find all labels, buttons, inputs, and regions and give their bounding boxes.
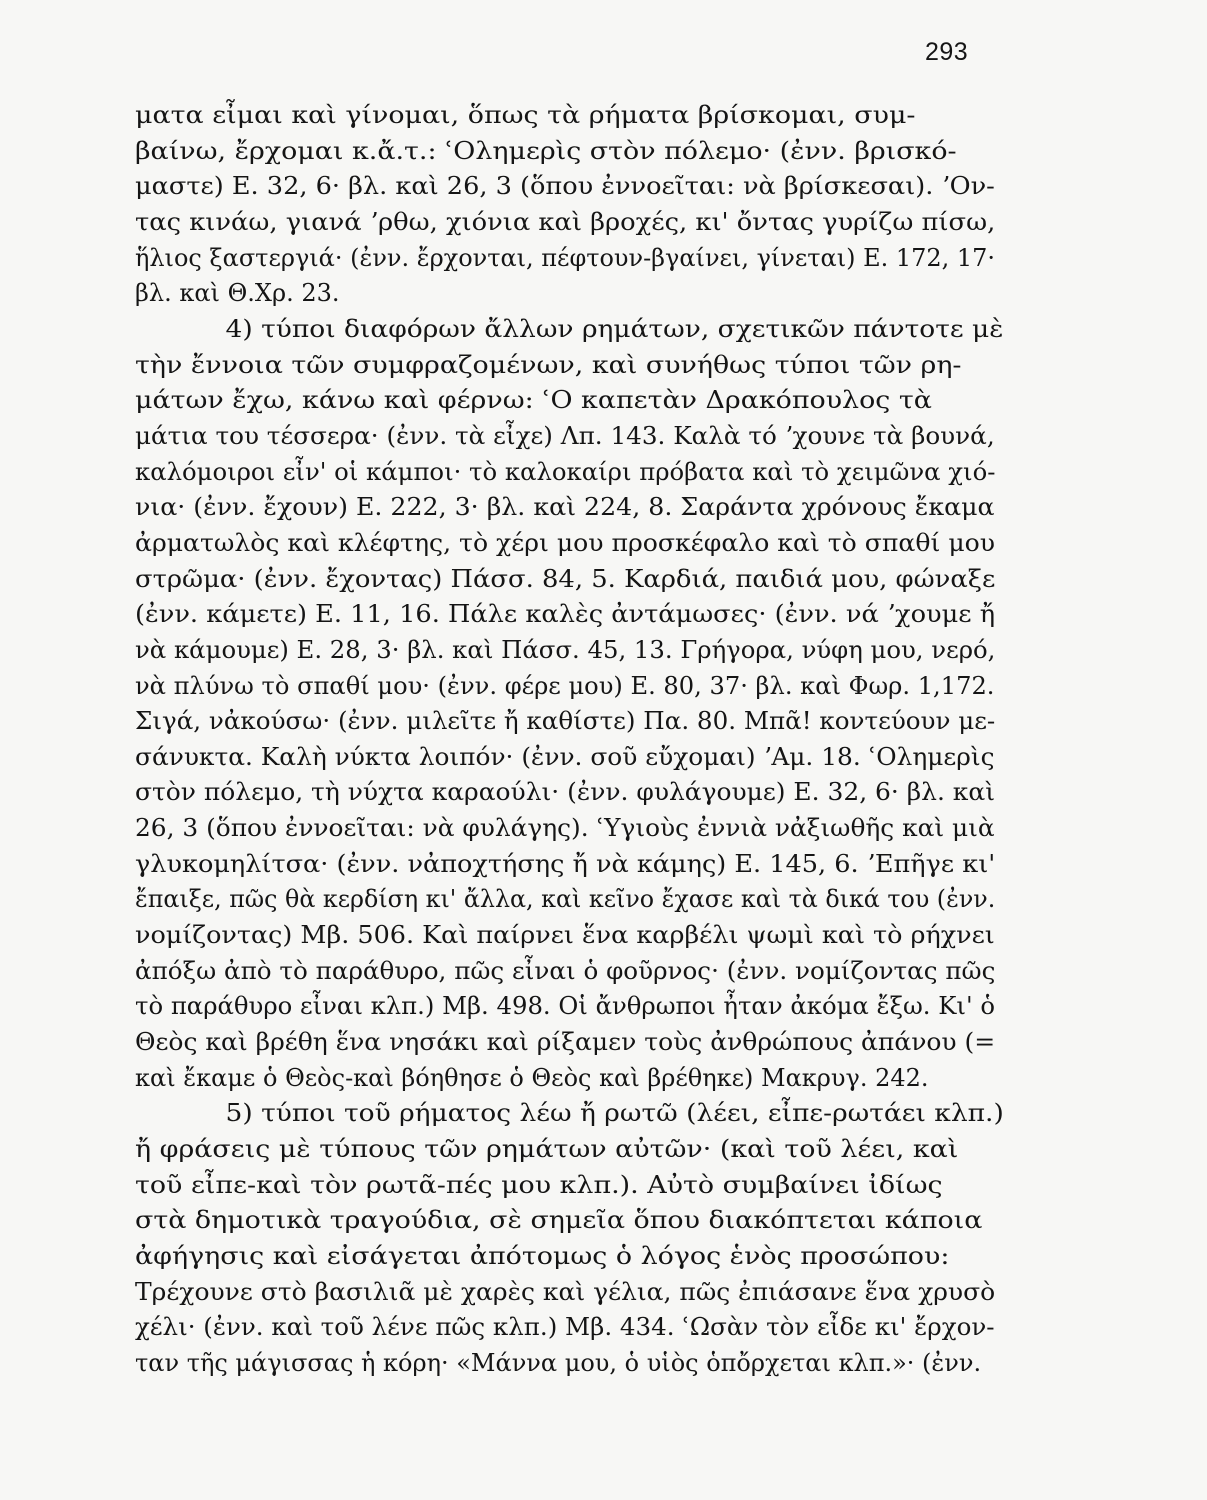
text-line: νὰ πλύνω τὸ σπαθί μου· (ἐνν. φέρε μου) Ε. 80, 37· βλ. καὶ Φωρ. 1,172. [135, 671, 995, 700]
text-line: ἔπαιξε, πῶς θὰ κερδίση κι' ἄλλα, καὶ κεῖνο ἔχασε καὶ τὰ δικά του (ἐνν. [135, 885, 996, 914]
text-line: τοῦ εἶπε-καὶ τὸν ρωτᾶ-πές μου κλπ.). Αὐτὸ συμβαίνει ἰδίως [135, 1170, 943, 1199]
text-line: μαστε) Ε. 32, 6· βλ. καὶ 26, 3 (ὅπου ἐννοεῖται: νὰ βρίσκεσαι). ʼΟν- [135, 172, 995, 201]
text-line: μάτων ἔχω, κάνω καὶ φέρνω: ʿΟ καπετὰν Δρακόπουλος τὰ [135, 386, 932, 415]
text-line: νὰ κάμουμε) Ε. 28, 3· βλ. καὶ Πάσσ. 45, 13. Γρήγορα, νύφη μου, νερό, [135, 635, 996, 664]
text-line: στὰ δημοτικὰ τραγούδια, σὲ σημεῖα ὅπου διακόπτεται κάποια [135, 1206, 983, 1235]
text-line: μάτια του τέσσερα· (ἐνν. τὰ εἶχε) Λπ. 143. Καλὰ τό ʼχουνε τὰ βουνά, [135, 421, 995, 450]
text-line: τὴν ἔννοια τῶν συμφραζομένων, καὶ συνήθως τύποι τῶν ρη- [135, 350, 962, 379]
text-line: στὸν πόλεμο, τὴ νύχτα καραούλι· (ἐνν. φυλάγουμε) Ε. 32, 6· βλ. καὶ [135, 778, 995, 807]
body-text [135, 98, 1004, 1382]
page-number: 293 [925, 38, 969, 66]
text-line: (ἐνν. κάμετε) Ε. 11, 16. Πάλε καλὲς ἀντάμωσες· (ἐνν. νά ʼχουμε ἤ [135, 600, 996, 629]
text-line: νομίζοντας) Μβ. 506. Καὶ παίρνει ἕνα καρβέλι ψωμὶ καὶ τὸ ρήχνει [135, 921, 995, 950]
text-line: γλυκομηλίτσα· (ἐνν. νἀποχτήσης ἤ νὰ κάμης) Ε. 145, 6. ʼΕπῆγε κι' [135, 849, 996, 878]
text-line: στρῶμα· (ἐνν. ἔχοντας) Πάσσ. 84, 5. Καρδιά, παιδιά μου, φώναξε [135, 564, 996, 593]
text-line: ἤ φράσεις μὲ τύπους τῶν ρημάτων αὐτῶν· (καὶ τοῦ λέει, καὶ [135, 1135, 959, 1164]
text-line: χέλι· (ἐνν. καὶ τοῦ λένε πῶς κλπ.) Μβ. 434. ʿΩσὰν τὸν εἶδε κι' ἔρχον- [135, 1313, 995, 1342]
text-line: Θεὸς καὶ βρέθη ἕνα νησάκι καὶ ρίξαμεν τοὺς ἀνθρώπους ἀπάνου (= [135, 1028, 996, 1057]
text-line: βαίνω, ἔρχομαι κ.ἄ.τ.: ʿΟλημερὶς στὸν πόλεμο· (ἐνν. βρισκό- [135, 136, 957, 165]
paragraph-start-line: 4) τύποι διαφόρων ἄλλων ρημάτων, σχετικῶν πάντοτε μὲ [225, 314, 1004, 343]
text-line: Σιγά, νἀκούσω· (ἐνν. μιλεῖτε ἤ καθίστε) Πα. 80. Μπᾶ! κοντεύουν με- [135, 707, 996, 736]
text-line: ἀρματωλὸς καὶ κλέφτης, τὸ χέρι μου προσκέφαλο καὶ τὸ σπαθί μου [135, 528, 996, 557]
paragraph-start-line: 5) τύποι τοῦ ρήματος λέω ἤ ρωτῶ (λέει, εἶπε-ρωτάει κλπ.) [225, 1099, 1004, 1128]
text-line: 26, 3 (ὅπου ἐννοεῖται: νὰ φυλάγης). ʿΥγιοὺς ἐννιὰ νἀξιωθῆς καὶ μιὰ [135, 814, 995, 843]
text-line: ματα εἶμαι καὶ γίνομαι, ὅπως τὰ ρήματα βρίσκομαι, συμ- [135, 101, 916, 129]
text-line: τας κινάω, γιανά ʼρθω, χιόνια καὶ βροχές, κι' ὄντας γυρίζω πίσω, [135, 207, 996, 236]
text-line: ἀπόξω ἀπὸ τὸ παράθυρο, πῶς εἶναι ὁ φοῦρνος· (ἐνν. νομίζοντας πῶς [135, 956, 996, 985]
text-line: τὸ παράθυρο εἶναι κλπ.) Μβ. 498. Οἱ ἄνθρωποι ἦταν ἀκόμα ἔξω. Κι' ὁ [135, 992, 995, 1021]
text-line: Τρέχουνε στὸ βασιλιᾶ μὲ χαρὲς καὶ γέλια, πῶς ἐπιάσανε ἕνα χρυσὸ [135, 1277, 996, 1306]
text-line: ἀφήγησις καὶ εἰσάγεται ἀπότομως ὁ λόγος ἑνὸς προσώπου: [135, 1242, 950, 1270]
text-line: σάνυκτα. Καλὴ νύκτα λοιπόν· (ἐνν. σοῦ εὔχομαι) ʼΑμ. 18. ʿΟλημερὶς [135, 742, 995, 771]
text-line: καὶ ἔκαμε ὁ Θεὸς-καὶ βόηθησε ὁ Θεὸς καὶ βρέθηκε) Μακρυγ. 242. [135, 1063, 929, 1092]
text-line: βλ. καὶ Θ.Χρ. 23. [135, 279, 340, 308]
text-line: ταν τῆς μάγισσας ἡ κόρη· «Μάννα μου, ὁ υἱὸς ὁπὄρχεται κλπ.»· (ἐνν. [135, 1348, 982, 1377]
text-line: ἥλιος ξαστεργιά· (ἐνν. ἔρχονται, πέφτουν-βγαίνει, γίνεται) Ε. 172, 17· [135, 243, 995, 272]
text-line: νια· (ἐνν. ἔχουν) Ε. 222, 3· βλ. καὶ 224, 8. Σαράντα χρόνους ἔκαμα [135, 493, 995, 522]
text-line: καλόμοιροι εἶν' οἱ κάμποι· τὸ καλοκαίρι πρόβατα καὶ τὸ χειμῶνα χιό- [135, 457, 996, 486]
